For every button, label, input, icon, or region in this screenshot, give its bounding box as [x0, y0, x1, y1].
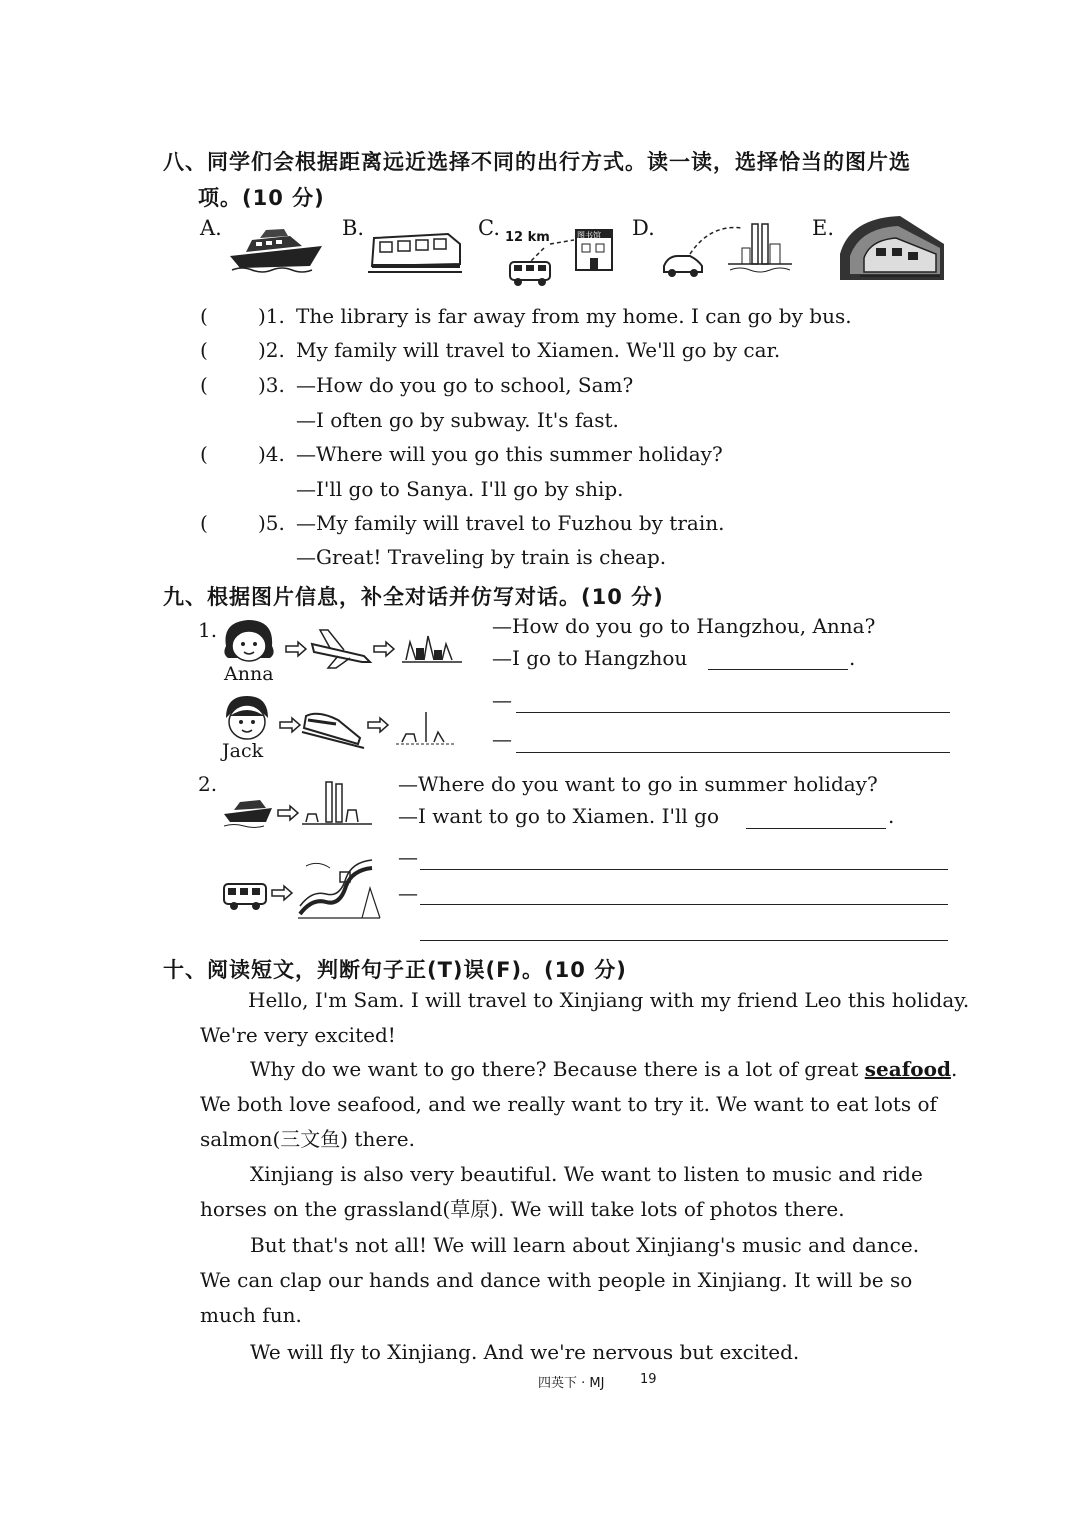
q1-answer: —I go to Hangzhou	[492, 646, 688, 670]
seafood-underlined-word: seafood	[864, 1057, 951, 1081]
item5-line2: —Great! Traveling by train is cheap.	[296, 545, 667, 569]
item5-line1: —My family will travel to Fuzhou by train.	[296, 511, 725, 535]
jack-train-route-icon	[278, 708, 458, 750]
footer-label: 四英下 · MJ	[538, 1376, 605, 1391]
page-number: 19	[640, 1372, 657, 1387]
q1-dash1: —	[492, 688, 512, 712]
q1-answer-period: .	[849, 646, 856, 670]
option-a-label: A.	[200, 216, 222, 240]
para1-line2: We're very excited!	[200, 1023, 396, 1047]
para2-line1-text: Why do we want to go there? Because there is a lot of great	[250, 1057, 865, 1081]
q2-question: —Where do you want to go in summer holiday?	[398, 772, 878, 796]
ship-icon	[228, 226, 324, 272]
para5-line1: We will fly to Xinjiang. And we're nervous but excited.	[250, 1340, 800, 1364]
q1-number: 1.	[198, 618, 218, 642]
jack-label: Jack	[222, 740, 264, 762]
item1-number: )1.	[258, 304, 285, 328]
section8-title-line2: 项。(10 分)	[198, 186, 325, 210]
anna-label: Anna	[224, 663, 274, 685]
q2-write-line2[interactable]	[420, 904, 948, 905]
para3-line1: Xinjiang is also very beautiful. We want to listen to music and ride	[250, 1162, 923, 1186]
para1-line1: Hello, I'm Sam. I will travel to Xinjiang with my friend Leo this holiday.	[248, 988, 970, 1012]
para2-line2: We both love seafood, and we really want to try it. We want to eat lots of	[200, 1092, 937, 1116]
item4-line2: —I'll go to Sanya. I'll go by ship.	[296, 477, 624, 501]
para3-line2: horses on the grassland(草原). We will take lots of photos there.	[200, 1197, 845, 1221]
option-b-label: B.	[342, 216, 365, 240]
para2-line1-period: .	[950, 1057, 958, 1081]
para4-line3: much fun.	[200, 1303, 302, 1327]
item3-number: )3.	[258, 373, 285, 397]
item5-bracket: (	[200, 511, 208, 535]
train-icon	[368, 224, 462, 276]
library-sign: 图书馆	[577, 231, 601, 240]
q2-write-line1[interactable]	[420, 869, 948, 870]
bus-to-great-wall-icon	[222, 858, 382, 920]
item3-bracket: (	[200, 373, 208, 397]
item4-line1: —Where will you go this summer holiday?	[296, 442, 723, 466]
boy-avatar-icon	[222, 694, 272, 744]
option-c-distance: 12 km	[505, 230, 550, 245]
q2-answer-blank[interactable]	[746, 828, 886, 829]
q1-answer-blank[interactable]	[708, 669, 848, 670]
item5-number: )5.	[258, 511, 285, 535]
anna-plane-route-icon	[284, 626, 464, 670]
q2-dash1: —	[398, 845, 418, 869]
girl-avatar-icon	[220, 616, 278, 666]
section8-title-line1: 八、同学们会根据距离远近选择不同的出行方式。读一读，选择恰当的图片选	[163, 150, 911, 174]
option-c-label: C.	[478, 216, 500, 240]
item3-line1: —How do you go to school, Sam?	[296, 373, 634, 397]
q2-dash2: —	[398, 881, 418, 905]
q2-answer-period: .	[888, 804, 895, 828]
section10-title: 十、阅读短文，判断句子正(T)误(F)。(10 分)	[163, 958, 627, 982]
q1-write-line2[interactable]	[516, 752, 950, 753]
item1-bracket: (	[200, 304, 208, 328]
item1-text: The library is far away from my home. I can go by bus.	[296, 304, 852, 328]
para2-line3: salmon(三文鱼) there.	[200, 1127, 415, 1151]
para4-line1: But that's not all! We will learn about Xinjiang's music and dance.	[250, 1233, 920, 1257]
para4-line2: We can clap our hands and dance with people in Xinjiang. It will be so	[200, 1268, 913, 1292]
q1-question: —How do you go to Hangzhou, Anna?	[492, 614, 876, 638]
item4-bracket: (	[200, 442, 208, 466]
item2-number: )2.	[258, 338, 285, 362]
q2-write-line3[interactable]	[420, 940, 948, 941]
item3-line2: —I often go by subway. It's fast.	[296, 408, 619, 432]
para2-line1	[250, 1052, 957, 1087]
q1-dash2: —	[492, 727, 512, 751]
ship-to-xiamen-icon	[222, 780, 372, 830]
q2-number: 2.	[198, 772, 218, 796]
subway-icon	[840, 214, 944, 280]
q2-answer: —I want to go to Xiamen. I'll go	[398, 804, 719, 828]
q1-write-line1[interactable]	[516, 712, 950, 713]
item2-bracket: (	[200, 338, 208, 362]
option-e-label: E.	[812, 216, 835, 240]
option-d-label: D.	[632, 216, 655, 240]
item4-number: )4.	[258, 442, 285, 466]
item2-text: My family will travel to Xiamen. We'll go by car.	[296, 338, 781, 362]
section9-title: 九、根据图片信息，补全对话并仿写对话。(10 分)	[163, 585, 664, 609]
car-to-city-icon	[660, 218, 792, 282]
